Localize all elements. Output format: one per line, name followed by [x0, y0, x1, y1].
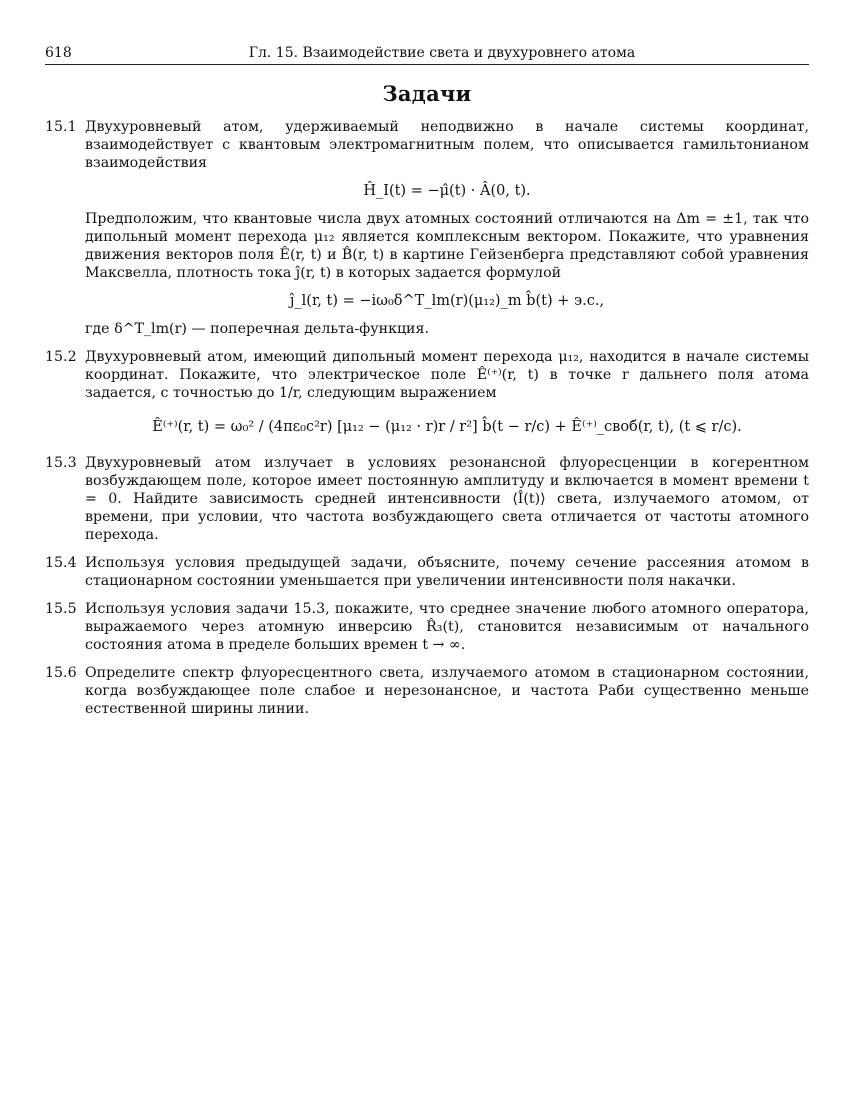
- page-number: 618: [45, 45, 72, 61]
- problem-15-2: [45, 348, 809, 436]
- problem-text: Определите спектр флуоресцентного света, излучаемого атомом в стационарном состоянии, когда возбуждающее поле слабое и нерезонансное, и частота Раби существенно меньше естественной ширины линии.: [85, 665, 809, 717]
- problem-text: Двухуровневый атом излучает в условиях резонансной флуоресценции в когерентном возбуждающем поле, которое имеет постоянную амплитуду и включается в момент времени t = 0. Найдите зависимость средней интенсивности ⟨Î(t)⟩ света, излучаемого атомом, от времени, при условии, что частота возбуждающего света отличается от частоты атомного перехода.: [85, 455, 809, 543]
- problem-text: Используя условия предыдущей задачи, объясните, почему сечение рассеяния атомом в стационарном состоянии уменьшается при увеличении интенсивности поля накачки.: [85, 555, 809, 589]
- problem-number: 15.5: [45, 601, 77, 617]
- equation-far-field: Ê⁽⁺⁾(r, t) = ω₀² / (4πε₀c²r) [μ₁₂ − (μ₁₂ · r)r / r²] b̂(t − r/c) + Ê⁽⁺⁾_своб(r, t), (t ⩽ r/c).: [152, 419, 742, 435]
- section-title: Задачи: [382, 81, 472, 106]
- problem-text: Двухуровневый атом, имеющий дипольный момент перехода μ₁₂, находится в начале системы координат. Покажите, что электрическое поле Ê⁽⁺⁾(r, t) в точке r дальнего поля атома задается, с точностью до 1/r, следующим выражением: [85, 349, 809, 401]
- problem-15-5: [45, 600, 809, 654]
- problem-text: Двухуровневый атом, удерживаемый неподвижно в начале системы координат, взаимодействует с квантовым электромагнитным полем, что описывается гамильтонианом взаимодействия: [85, 119, 809, 171]
- problem-text: где δ^T_lm(r) — поперечная дельта-функция.: [85, 321, 429, 337]
- problem-number: 15.2: [45, 349, 77, 365]
- problem-number: 15.3: [45, 455, 77, 471]
- running-head: Гл. 15. Взаимодействие света и двухуровнего атома: [248, 45, 636, 61]
- problem-15-3: [45, 454, 809, 544]
- problem-number: 15.6: [45, 665, 77, 681]
- equation-hamiltonian: Ĥ_I(t) = −μ̂(t) · Â(0, t).: [363, 183, 531, 199]
- problem-number: 15.1: [45, 119, 77, 135]
- problems-list: [45, 118, 809, 728]
- problem-text: Используя условия задачи 15.3, покажите, что среднее значение любого атомного оператора, выражаемого через атомную инверсию R̂₃(t), становится независимым от начального состояния атома в пределе больших времен t → ∞.: [85, 601, 809, 653]
- problem-text: Предположим, что квантовые числа двух атомных состояний отличаются на Δm = ±1, так что дипольный момент перехода μ₁₂ является комплексным вектором. Покажите, что уравнения движения векторов поля Ê(r, t) и B̂(r, t) в картине Гейзенберга представляют собой уравнения Максвелла, плотность тока ĵ(r, t) в которых задается формулой: [85, 211, 809, 281]
- problem-15-6: [45, 664, 809, 718]
- page-header: [45, 44, 809, 65]
- problem-15-4: [45, 554, 809, 590]
- problem-15-1: [45, 118, 809, 338]
- equation-current-density: ĵ_l(r, t) = −iω₀δ^T_lm(r)(μ₁₂)_m b̂(t) + э.с.,: [289, 293, 605, 309]
- problem-number: 15.4: [45, 555, 77, 571]
